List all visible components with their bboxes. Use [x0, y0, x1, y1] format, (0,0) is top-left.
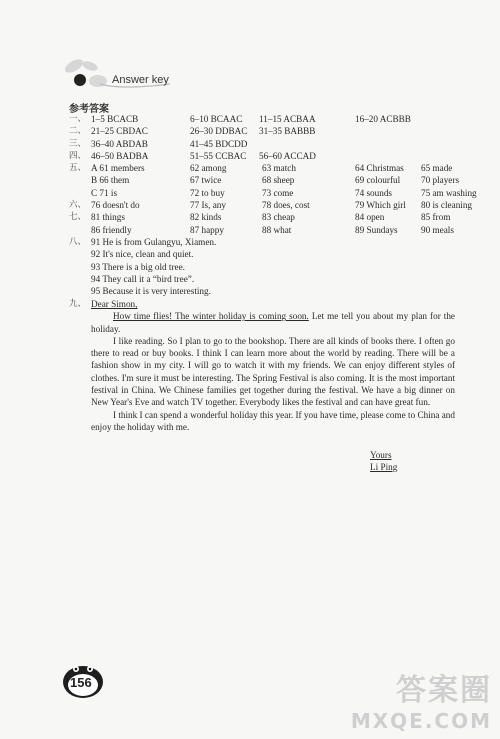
answer-cell: 6–10 BCAAC [190, 114, 243, 124]
answer-cell: 63 match [262, 163, 296, 174]
answer-cell: 65 made [421, 163, 453, 174]
answer-cell: 11–15 ACBAA [259, 114, 316, 124]
answer-row [69, 113, 449, 125]
answer-cell: 77 Is, any [190, 200, 226, 211]
answer-row [69, 174, 460, 186]
section-9-letter [69, 298, 455, 433]
answer-row [69, 162, 453, 174]
answer-cell: 74 sounds [355, 187, 393, 198]
answer-cell: 16–20 ACBBB [355, 114, 411, 124]
answer-cell: 67 twice [190, 175, 222, 186]
answer-row [69, 150, 449, 162]
letter-paragraph-1-rest: Let me tell you about my plan for the holiday. [91, 311, 456, 334]
row-label: 二、 [69, 126, 87, 137]
answer-cell: 1–5 BCACB [91, 114, 139, 124]
answer-cell: 69 colourful [355, 175, 401, 186]
row-label: 三、 [69, 138, 87, 149]
answer-cell: 83 cheap [262, 212, 295, 223]
answer-cell: 85 from [421, 212, 451, 223]
answer-cell: 80 is cleaning [421, 200, 473, 211]
answer-cell: 64 Christmas [355, 163, 404, 174]
row-label: 四、 [69, 150, 87, 161]
answer-cell: 89 Sundays [355, 224, 398, 235]
answer-cell: 56–60 ACCAD [259, 150, 316, 161]
header-title: Answer key [112, 74, 169, 86]
row-label: 五、 [69, 163, 87, 174]
letter-paragraph-2: I like reading. So I plan to go to the bookshop. There are all kinds of books there. I often go there to read or buy books. I think I can learn more about the world by reading. There will be a fashion show in my city. I will go to watch it with my friends. We can enjoy different styles of clothes. I'm sure it must be interesting. The Spring Festival is also coming. It is the most important festival in China. We Chinese families get together during the festival. We have a big dinner on New Year's Eve and watch TV together. Everybody likes the festival and can have great fun. [91, 335, 455, 408]
answer-row [69, 211, 449, 223]
answer-cell: 79 Which girl [355, 200, 406, 211]
answer-cell: 90 meals [421, 224, 454, 235]
answer-cell: 73 come [262, 187, 294, 198]
row-label: 六、 [69, 200, 87, 211]
answer-row [69, 125, 449, 137]
answer-row [69, 199, 473, 211]
answer-cell: 21–25 CBDAC [91, 126, 148, 137]
answer-row [69, 138, 449, 150]
answer-row [69, 224, 454, 236]
letter-greeting: Dear Simon, [91, 299, 138, 309]
answer-cell: 88 what [262, 224, 292, 235]
page-number: 156 [70, 675, 92, 690]
answer-grid [69, 113, 477, 236]
answer-cell: 46–50 BADBA [91, 150, 149, 161]
answer-cell: 82 kinds [190, 212, 222, 223]
letter-signature: Li Ping [370, 462, 398, 472]
section-title: 参考答案 [69, 104, 109, 115]
answer-cell: 76 doesn't do [91, 200, 140, 211]
section-8 [69, 236, 449, 297]
section-9-label: 九、 [69, 299, 87, 309]
answer-row [69, 187, 477, 199]
letter-topic-sentence: How time flies! The winter holiday is coming soon. [113, 311, 309, 322]
answer-cell: 78 does, cost [262, 200, 310, 211]
answer-cell: C 71 is [91, 187, 118, 198]
letter-closing: Yours [370, 450, 392, 460]
section-8-label: 八、 [69, 237, 87, 247]
answer-cell: 41–45 BDCDD [190, 138, 248, 149]
row-label: 一、 [69, 114, 87, 124]
answer-cell: 26–30 DDBAC [190, 126, 248, 137]
answer-cell: A 61 members [91, 163, 145, 174]
answer-cell: 84 open [355, 212, 385, 223]
answer-93: 93 There is a big old tree. [91, 261, 185, 272]
row-label: 七、 [69, 212, 87, 223]
watermark-line-2: MXQE.COM [350, 709, 492, 733]
answer-91: 91 He is from Gulangyu, Xiamen. [91, 237, 217, 247]
answer-cell: 62 among [190, 163, 227, 174]
answer-cell: 68 sheep [262, 175, 295, 186]
answer-cell: 75 am washing [421, 187, 477, 198]
answer-cell: B 66 them [91, 175, 130, 186]
letter-paragraph-1 [91, 310, 455, 335]
watermark [351, 665, 492, 733]
answer-key-header [60, 54, 200, 98]
answer-cell: 70 players [421, 175, 460, 186]
answer-95: 95 Because it is very interesting. [91, 286, 211, 297]
answer-cell: 86 friendly [91, 224, 132, 235]
answer-92: 92 It's nice, clean and quiet. [91, 249, 194, 260]
answer-94: 94 They call it a “bird tree”. [91, 273, 195, 284]
answer-cell: 31–35 BABBB [259, 126, 316, 137]
letter-paragraph-3: I think I can spend a wonderful holiday this year. If you have time, please come to China and enjoy the holiday with me. [91, 409, 455, 432]
answer-cell: 36–40 ABDAB [91, 138, 148, 149]
watermark-line-1: 答案圈 [396, 673, 492, 708]
answer-cell: 72 to buy [190, 187, 225, 198]
answer-cell: 51–55 CCBAC [190, 150, 247, 161]
answer-cell: 87 happy [190, 224, 224, 235]
answer-cell: 81 things [91, 212, 125, 223]
